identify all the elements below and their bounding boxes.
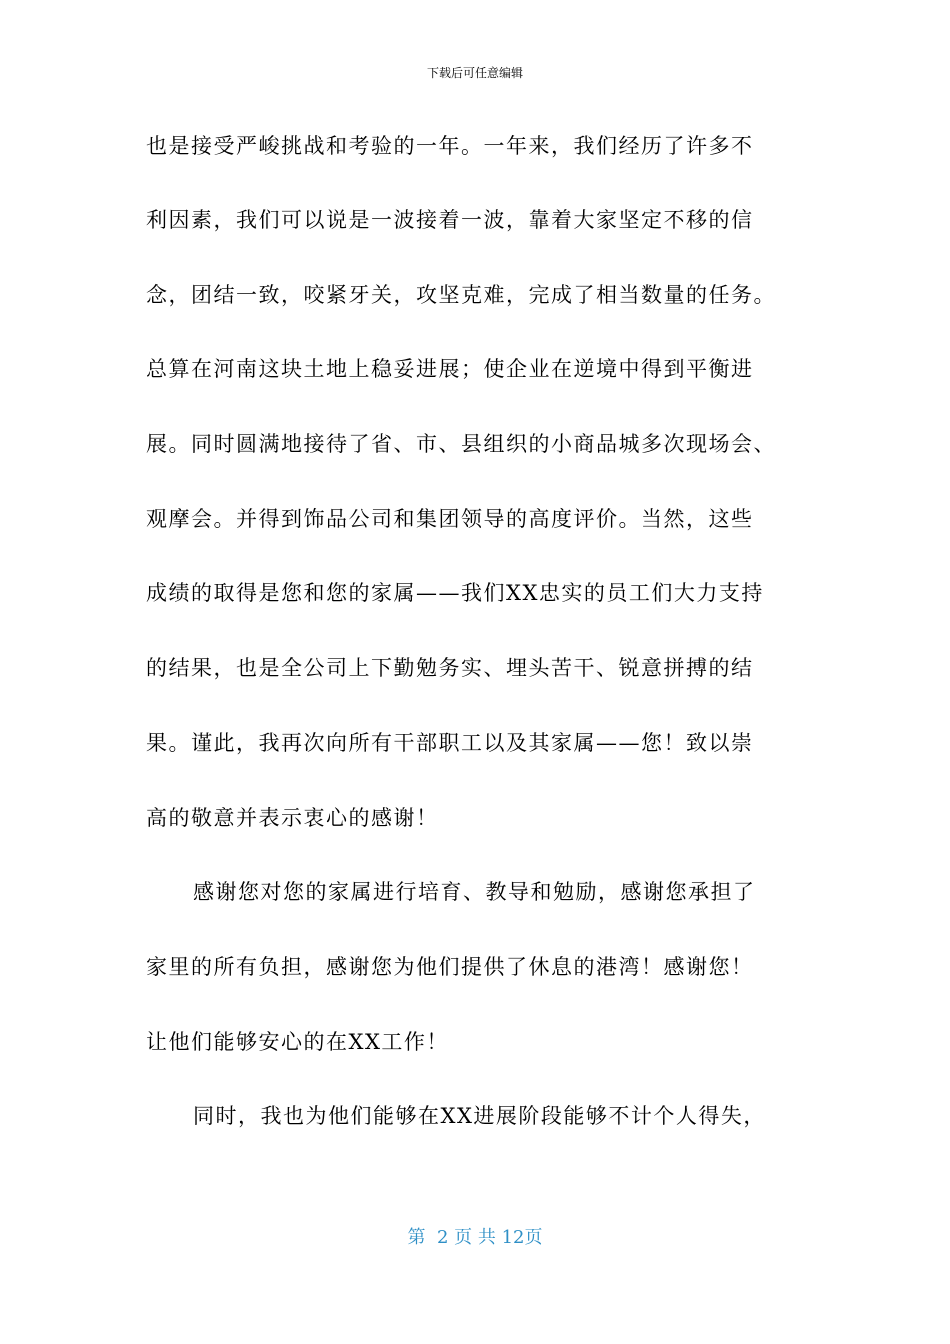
text-line: 观摩会。并得到饰品公司和集团领导的高度评价。当然，这些 [146, 507, 754, 531]
text-line: 让他们能够安心的在XX工作！ [146, 1030, 449, 1054]
text-line: 利因素，我们可以说是一波接着一波，靠着大家坚定不移的信 [146, 208, 754, 232]
page-number-footer: 第 2 页 共 12页 [407, 1227, 543, 1248]
text-line: 感谢您对您的家属进行培育、教导和勉励，感谢您承担了 [193, 880, 756, 904]
text-line: 同时，我也为他们能够在XX进展阶段能够不计个人得失， [193, 1104, 766, 1128]
text-line: 成绩的取得是您和您的家属——我们XX忠实的员工们大力支持 [146, 581, 764, 605]
text-line: 也是接受严峻挑战和考验的一年。一年来，我们经历了许多不 [146, 134, 754, 158]
text-line: 高的敬意并表示衷心的感谢！ [146, 806, 439, 830]
text-line: 总算在河南这块土地上稳妥进展；使企业在逆境中得到平衡进 [146, 357, 754, 381]
text-line: 的结果，也是全公司上下勤勉务实、埋头苦干、锐意拼搏的结 [146, 656, 754, 680]
text-line: 念，团结一致，咬紧牙关，攻坚克难，完成了相当数量的任务。 [146, 283, 776, 307]
text-line: 展。同时圆满地接待了省、市、县组织的小商品城多次现场会、 [146, 432, 776, 456]
text-line: 家里的所有负担，感谢您为他们提供了休息的港湾！感谢您！ [146, 955, 754, 979]
page-header: 下载后可任意编辑 [426, 66, 523, 80]
text-line: 果。谨此，我再次向所有干部职工以及其家属——您！致以崇 [146, 731, 754, 755]
